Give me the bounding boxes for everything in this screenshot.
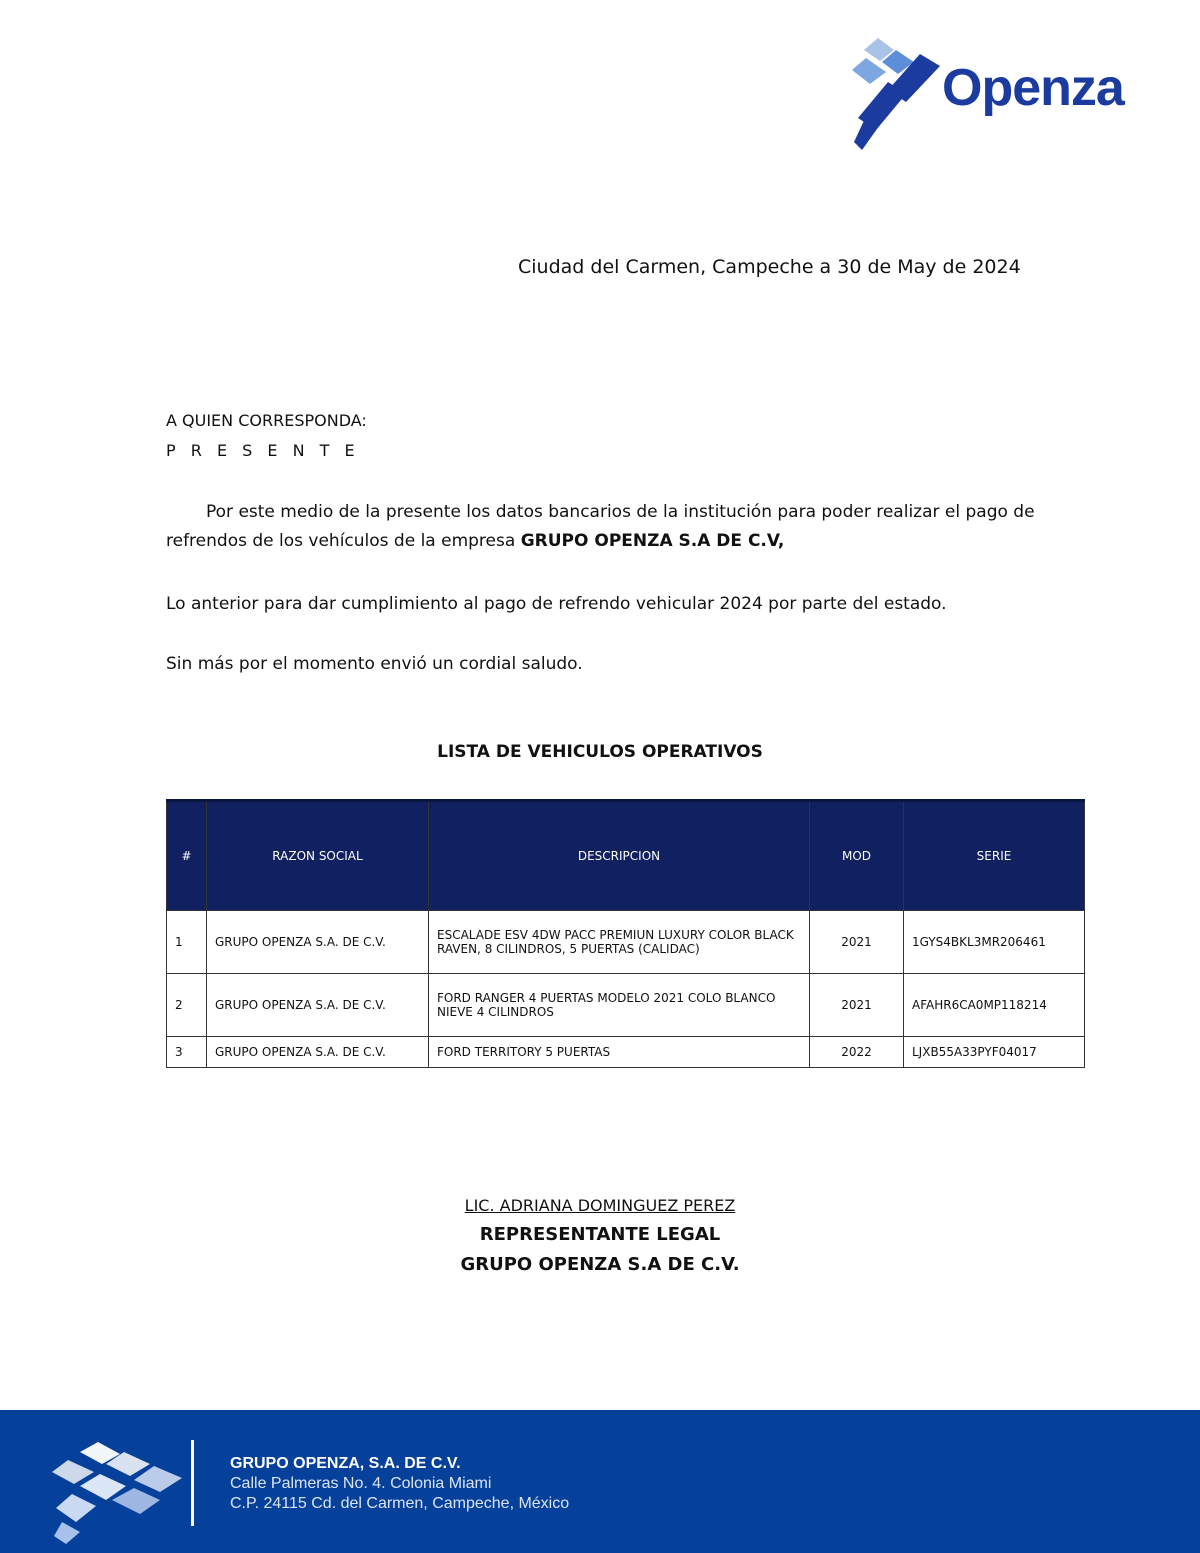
cell-serie: 1GYS4BKL3MR206461 bbox=[904, 911, 1085, 974]
footer-divider bbox=[191, 1440, 194, 1526]
column-header-serie: SERIE bbox=[904, 801, 1085, 911]
table-row bbox=[167, 911, 1085, 974]
body-paragraph-2: Lo anterior para dar cumplimiento al pago de refrendo vehicular 2024 por parte del estado. bbox=[166, 594, 947, 614]
body-paragraph-3: Sin más por el momento envió un cordial saludo. bbox=[166, 654, 583, 674]
body-paragraph-1 bbox=[166, 498, 1046, 556]
column-header-mod: MOD bbox=[810, 801, 904, 911]
vehicle-list-title: LISTA DE VEHICULOS OPERATIVOS bbox=[437, 742, 763, 762]
table-header-row bbox=[167, 801, 1085, 911]
cell-mod: 2021 bbox=[810, 974, 904, 1037]
cell-descripcion: FORD RANGER 4 PUERTAS MODELO 2021 COLO BLANCO NIEVE 4 CILINDROS bbox=[429, 974, 810, 1037]
date-line: Ciudad del Carmen, Campeche a 30 de May de 2024 bbox=[518, 256, 1021, 278]
cell-razon-social: GRUPO OPENZA S.A. DE C.V. bbox=[207, 974, 429, 1037]
cell-mod: 2021 bbox=[810, 911, 904, 974]
paragraph-1-text: Por este medio de la presente los datos bancarios de la institución para poder realizar el pago de refrendos de los vehículos de la empresa bbox=[166, 502, 1035, 551]
cell-number: 3 bbox=[167, 1037, 207, 1068]
cell-razon-social: GRUPO OPENZA S.A. DE C.V. bbox=[207, 1037, 429, 1068]
footer-company: GRUPO OPENZA, S.A. DE C.V. bbox=[230, 1455, 461, 1472]
company-name-bold: GRUPO OPENZA S.A DE C.V, bbox=[520, 531, 785, 551]
cell-number: 1 bbox=[167, 911, 207, 974]
cell-number: 2 bbox=[167, 974, 207, 1037]
cell-mod: 2022 bbox=[810, 1037, 904, 1068]
addressee: A QUIEN CORRESPONDA: bbox=[166, 411, 367, 430]
table-row bbox=[167, 974, 1085, 1037]
column-header-descripcion: DESCRIPCION bbox=[429, 801, 810, 911]
cell-descripcion: ESCALADE ESV 4DW PACC PREMIUN LUXURY COLOR BLACK RAVEN, 8 CILINDROS, 5 PUERTAS (CALIDAC) bbox=[429, 911, 810, 974]
signatory-role: REPRESENTANTE LEGAL bbox=[479, 1224, 721, 1245]
signatory-name: LIC. ADRIANA DOMINGUEZ PEREZ bbox=[464, 1196, 736, 1215]
cell-descripcion: FORD TERRITORY 5 PUERTAS bbox=[429, 1037, 810, 1068]
footer bbox=[0, 1410, 1200, 1553]
footer-address-line-1: Calle Palmeras No. 4. Colonia Miami bbox=[230, 1475, 492, 1492]
footer-address-line-2: C.P. 24115 Cd. del Carmen, Campeche, México bbox=[230, 1495, 570, 1512]
signatory-company: GRUPO OPENZA S.A DE C.V. bbox=[460, 1254, 740, 1275]
footer-address-block bbox=[230, 1454, 569, 1514]
cell-razon-social: GRUPO OPENZA S.A. DE C.V. bbox=[207, 911, 429, 974]
brand-wordmark: Openza bbox=[942, 59, 1124, 117]
presente-heading: P R E S E N T E bbox=[166, 441, 360, 460]
openza-footer-logo-icon bbox=[50, 1438, 190, 1546]
vehicle-table bbox=[166, 799, 1085, 1068]
cell-serie: LJXB55A33PYF04017 bbox=[904, 1037, 1085, 1068]
column-header-razon-social: RAZON SOCIAL bbox=[207, 801, 429, 911]
table-row bbox=[167, 1037, 1085, 1068]
cell-serie: AFAHR6CA0MP118214 bbox=[904, 974, 1085, 1037]
column-header-number: # bbox=[167, 801, 207, 911]
